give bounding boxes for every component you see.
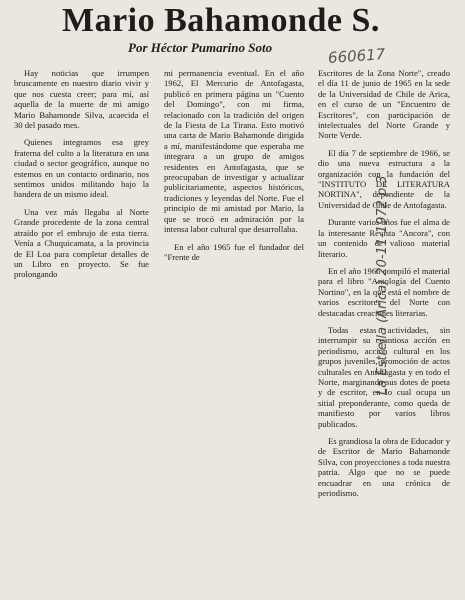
handwritten-catalog-number: 660617 [327,45,386,67]
paragraph: En el año 1966 compiló el material para el libro "Antología del Cuento Nortino", en la que está el nombre de varios escritores del Norte con destacadas creaciones literarias. [318,265,450,318]
paragraph: mi permanencia eventual. En el año 1962, El Mercurio de Antofagasta, publicó en primera página un "Cuento del Domingo", con mi firma, relacionado con la tradición del origen de la Fiesta de La Tirana. Esto motivó una carta de Mario Bahamonde dirigida a mí, manifestándome que esperaba me integrara a un grupo de amigos residentes en Antofagasta, que se preocupaban de investigar y actualizar publicitariamente, aspectos históricos, tradiciones y leyendas del Norte. Fue el principio de mi amistad por Mario, la que se trocó en admiración por la intensa labor cultural que desarrollaba. [164,68,304,235]
paragraph: Escritores de la Zona Norte", creado el día 11 de junio de 1965 en la sede de la Universidad de Chile de Arica, en el curso de un "Encuentro de Escritores", con participación de intelectuales del Norte Grande y Norte Verde. [318,68,450,141]
article-title: Mario Bahamonde S. [62,2,380,39]
paragraph: Quienes integramos esa grey fraterna del culto a la literatura en una ciudad o sector geográfico, aunque no estemos en un contacto ordinario, nos sentimos unidos militando bajo la bandera de un mismo ideal. [14,137,149,200]
paragraph: Hay noticias que irrumpen bruscamente en nuestro diario vivir y que nos cuesta creer; para mí, así aquella de la muerte de mi amigo Mario Bahamonde Silva, acaecida el 30 del pasado mes. [14,68,149,131]
paragraph: Durante varios años fue el alma de la interesante Revista "Ancora", con un contenido de valioso material literario. [318,217,450,259]
article-column-2 [164,68,304,348]
paragraph: En el año 1965 fue el fundador del "Frente de [164,241,304,262]
article-column-1 [14,68,149,398]
handwritten-source-note: La Estrella (Arica) 20-11-1972 p.3 [375,175,390,395]
article-byline: Por Héctor Pumarino Soto [128,40,273,55]
paragraph: El día 7 de septiembre de 1966, se dio una nueva estructura a la organización con la fundación del "INSTITUTO DE LITERATURA NORTINA", dependiente de la Universidad de Chile de Antofagasta. [318,147,450,210]
paragraph: Es grandiosa la obra de Educador y de Escritor de Mario Bahamonde Silva, con proyecciones a toda nuestra patria. Algo que no se puede encuadrar en una crónica de periodismo. [318,436,450,499]
paragraph: Una vez más llegaba al Norte Grande procedente de la zona central atraído por el embrujo de esta tierra. Venía a Chuquicamata, a la provincia de El Loa para completar detalles de un Libro en proyecto. Se fue prolongando [14,206,149,280]
paragraph: Todas estas actividades, sin interrumpir su cuantiosa acción en periodismo, acción cultural en los grupos juveniles, promoción de actos culturales en Antofagasta y en todo el Norte, marginando sus dotes de poeta y de escritor, en lo cual ocupa un sitial preponderante, como queda de manifiesto por varios libros publicados. [318,324,450,429]
